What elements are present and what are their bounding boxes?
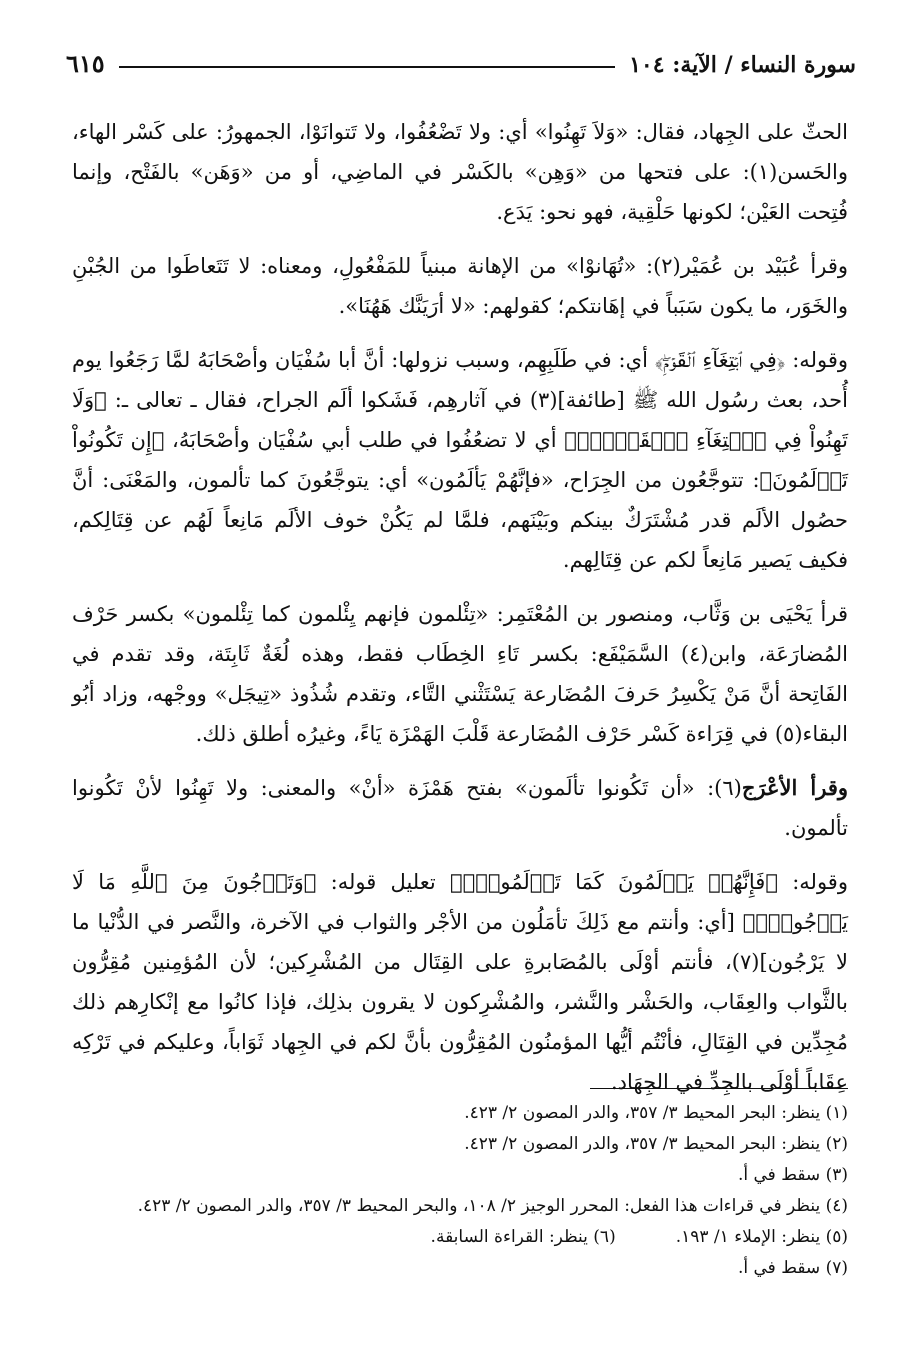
paragraph [72,340,848,580]
footnotes [72,1098,848,1284]
paragraph-text: وقوله: ﴿فِي ٱبۡتِغَآءِ ٱلۡقَوۡمِۖ﴾ أي: في طَلَبِهِم، وسبب نزولها: أنَّ أبا سُفْيَان وأصْحَابَهُ لمَّا رَجَعُوا يوم أُحد، بعث رسُول الله ﷺ [طائفة](٣) في آثارهِم، فَشَكوا ألَم الجراح، فقال ـ تعالى ـ: ﴿وَلَا تَهِنُواْ فِي ٱبۡتِغَآءِ ٱلۡقَوۡمِۖ﴾ أي لا تضعُفُوا في طلب أبي سُفْيَان وأصْحَابَهُ، ﴿إِن تَكُونُواْ تَأۡلَمُونَ﴾: تتوجَّعُون من الجِرَاح، «فإنَّهُمْ يَألَمُون» أي: يتوجَّعُونَ كما تألمون، والمَعْنَى: أنَّ حصُول الألَم قدر مُشْتَرَكٌ بينكم وبَيْنَهم، فلمَّا لم يَكُنْ خوف الألَم مَانِعاً لَهُم عن قِتَالِكم، فكيف يَصير مَانِعاً لكم عن قِتَالِهم. [72,348,848,572]
paragraph-lead: وقرأ الأعْرَج [741,775,848,800]
footnote: (٣) سقط في أ. [737,1165,848,1185]
paragraph-text: (٦): «أن تَكُونوا تألَمون» بفتح هَمْزَة «أنْ» والمعنى: ولا تَهِنُوا لأنْ تَكُونوا تألمون. [72,776,848,840]
footnote: (٤) ينظر في قراءات هذا الفعل: المحرر الوجيز ٢/ ١٠٨، والبحر المحيط ٣/ ٣٥٧، والدر المصون ٢/ ٤٢٣. [137,1196,848,1216]
paragraph [72,862,848,1102]
footnote: (٥) ينظر: الإملاء ١/ ١٩٣. [675,1227,848,1247]
footnote: (٧) سقط في أ. [737,1258,848,1278]
paragraph-text: وقوله: ﴿فَإِنَّهُمۡ يَأۡلَمُونَ كَمَا تَأۡلَمُونَۖ﴾ تعليل قوله: ﴿وَتَرۡجُونَ مِنَ ٱللَّهِ مَا لَا يَرۡجُونَۗ﴾ [أي: وأنتم مع ذَلِكَ تأمَلُون من الأجْر والثواب في الآخرة، والنَّصر في الدُّنْيا ما لا يَرْجُون](٧)، فأنتم أوْلَى بالمُصَابرةِ على القِتَال من المُشْرِكين؛ لأن المُؤمِنين مُقِرُّون بالثَّواب والعِقَاب، والحَشْر والنَّشر، والمُشْرِكون لا يقرون بذلِك، فإذا كانُوا مع إنْكارِهم ذلك مُجِدِّين في القِتَالِ، فأنْتُم أيُّها المؤمنُون المُقِرُّون بأنَّ لكم في الجِهاد ثَوَاباً، وعليكم في تَرْكِه عِقَاباً أوْلَى بالجِدِّ في الجِهَاد. [72,870,848,1094]
header-rule [119,66,615,68]
page-header [66,34,856,78]
paragraph [72,112,848,232]
main-text [72,112,848,1116]
footnote: (٢) ينظر: البحر المحيط ٣/ ٣٥٧، والدر المصون ٢/ ٤٢٣. [464,1134,848,1154]
paragraph-text: الحثّ على الجِهاد، فقال: «وَلاَ تَهِنُوا» أي: ولا تَضْعُفُوا، ولا تَتوانَوْا، الجمهورُ: على كَسْر الهاء، والحَسن(١): على فتحها من «وَهِن» بالكَسْر في الماضِي، أو من «وَهَن» بالفَتْح، وإنما فُتِحت العَيْن؛ لكونها حَلْقِية، فهو نحو: يَدَع. [72,120,848,224]
page-number: ٦١٥ [66,49,105,78]
footnote-rule [590,1088,848,1089]
footnote: (١) ينظر: البحر المحيط ٣/ ٣٥٧، والدر المصون ٢/ ٤٢٣. [464,1103,848,1123]
paragraph-text: وقرأ عُبَيْد بن عُمَيْر(٢): «تُهَانوْا» من الإهانة مبنياً للمَفْعُولِ، ومعناه: لا تَتَعاطَوا من الجُبْنِ والخَوَر، ما يكون سَبَباً في إهَانتكم؛ كقولهم: «لا أرَيَنَّك هَهُنَا». [72,254,848,318]
paragraph [72,768,848,848]
footnote-row [72,1222,848,1253]
paragraph [72,246,848,326]
footnote: (٦) ينظر: القراءة السابقة. [430,1227,616,1247]
paragraph-text: قرأ يَحْيَى بن وَثَّاب، ومنصور بن المُعْتَمِر: «تِئْلمون فإنهم يِئْلمون كما تِئْلمون» بكسر حَرْف المُضارَعَة، وابن(٤) السَّمَيْفَع: بكسر تَاءِ الخِطَاب فقط، وهذه لُغَةٌ ثَابِتَة، وقد تقدم في الفَاتِحة أنَّ مَنْ يَكْسِرُ حَرفَ المُضَارعة يَسْتَثْني التَّاء، وتقدم شُذُوذ «تِيجَل» ووجْهه، وزاد أبُو البقاء(٥) في قِرَاءة كَسْر حَرْف المُضَارعة قَلْبَ الهَمْزَة يَاءً، وغيرُه أطلق ذلك. [72,602,848,746]
surah-label: سورة النساء / الآية: ١٠٤ [629,52,856,78]
paragraph [72,594,848,754]
